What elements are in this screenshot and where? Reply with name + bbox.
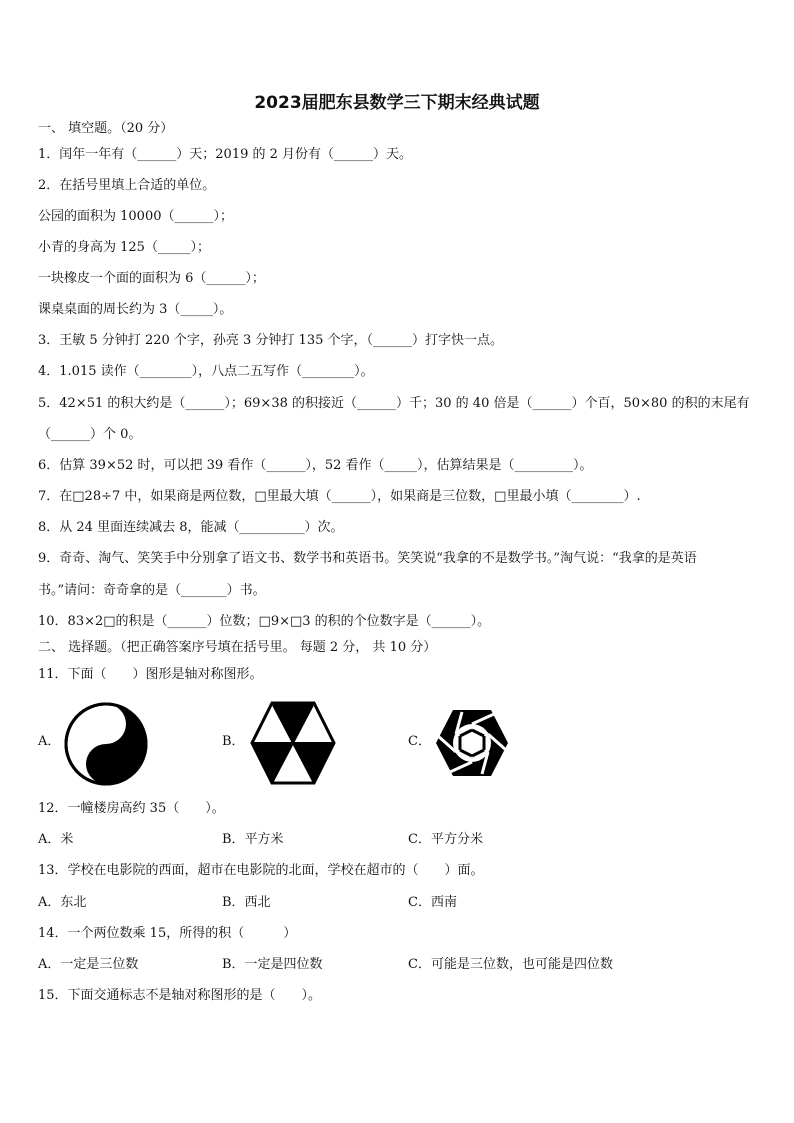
question-2-item-b: 小青的身高为 125（_____）；: [38, 240, 210, 255]
question-12: 12．一幢楼房高约 35（ ）。: [38, 801, 225, 816]
question-11: 11．下面（ ）图形是轴对称图形。: [38, 667, 263, 682]
question-9-line-1: 9．奇奇、淘气、笑笑手中分别拿了语文书、数学书和英语书。笑笑说“我拿的不是数学书。”淘气说：“我拿的是英语: [38, 551, 697, 566]
q12-option-c: C．平方分米: [408, 832, 483, 847]
q12-option-a: A．米: [38, 832, 74, 847]
question-3: 3．王敏 5 分钟打 220 个字，孙亮 3 分钟打 135 个字，（______）打字快一点。: [38, 333, 503, 348]
q11-option-b-label: B．: [222, 734, 245, 749]
question-10: 10．83×2□的积是（______）位数；□9×□3 的积的个位数字是（______）。: [38, 614, 491, 629]
hexagon-triangles-icon: [250, 701, 336, 785]
q14-option-b: B．一定是四位数: [222, 957, 323, 972]
section-2-heading: 二、 选择题。（把正确答案序号填在括号里。 每题 2 分， 共 10 分）: [38, 640, 437, 655]
page-title: 2023届肥东县数学三下期末经典试题: [254, 93, 540, 113]
question-13: 13．学校在电影院的西面，超市在电影院的北面，学校在超市的（ ）面。: [38, 863, 484, 878]
q12-option-b: B．平方米: [222, 832, 284, 847]
question-6: 6．估算 39×52 时，可以把 39 看作（______），52 看作（_____），估算结果是（_________）。: [38, 458, 593, 473]
question-14: 14．一个两位数乘 15，所得的积（ ）: [38, 926, 297, 941]
q13-option-c: C．西南: [408, 895, 457, 910]
q13-option-b: B．西北: [222, 895, 271, 910]
question-2-item-d: 课桌桌面的周长约为 3（_____）。: [38, 302, 233, 317]
question-7: 7．在□28÷7 中，如果商是两位数，□里最大填（______），如果商是三位数，□里最小填（________）.: [38, 489, 641, 504]
q11-option-a-label: A．: [38, 734, 61, 749]
question-9-line-2: 书。”请问：奇奇拿的是（_______）书。: [38, 583, 266, 598]
question-8: 8．从 24 里面连续减去 8，能减（__________）次。: [38, 520, 344, 535]
q11-option-c-label: C．: [408, 734, 431, 749]
question-4: 4．1.015 读作（________），八点二五写作（________）。: [38, 364, 374, 379]
q14-option-a: A．一定是三位数: [38, 957, 139, 972]
aperture-icon: [434, 708, 510, 778]
question-2: 2．在括号里填上合适的单位。: [38, 178, 216, 193]
q13-option-a: A．东北: [38, 895, 87, 910]
question-1: 1．闰年一年有（______）天；2019 的 2 月份有（______）天。: [38, 147, 413, 162]
question-5-line-2: （______）个 0。: [38, 427, 142, 442]
question-5-line-1: 5．42×51 的积大约是（______）；69×38 的积接近（______）千；30 的 40 倍是（______）个百，50×80 的积的末尾有: [38, 396, 750, 411]
section-1-heading: 一、 填空题。（20 分）: [38, 121, 174, 136]
question-15: 15．下面交通标志不是轴对称图形的是（ ）。: [38, 988, 322, 1003]
q14-option-c: C．可能是三位数，也可能是四位数: [408, 957, 613, 972]
question-2-item-c: 一块橡皮一个面的面积为 6（______）；: [38, 271, 265, 286]
yin-yang-icon: [63, 701, 149, 787]
question-2-item-a: 公园的面积为 10000（______）；: [38, 209, 233, 224]
